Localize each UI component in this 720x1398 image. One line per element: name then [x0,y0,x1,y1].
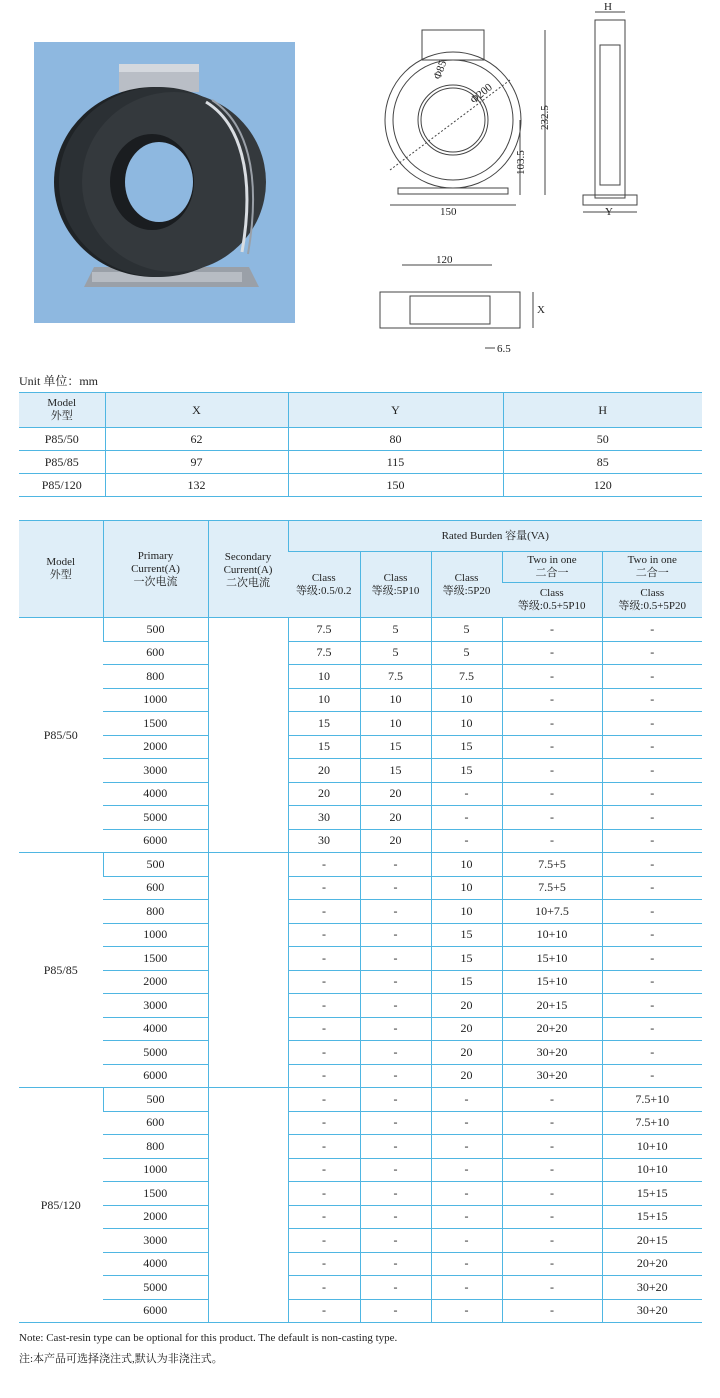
burden-value-cell: - [288,1158,360,1182]
class-word: Class [539,587,564,599]
burden-value-cell: - [602,618,702,642]
dim-y: Y [605,206,613,218]
primary-current-cell: 500 [103,618,208,642]
burden-table [19,520,702,1323]
primary-current-cell: 1000 [103,1158,208,1182]
burden-value-cell: 20 [431,1064,502,1088]
primary-current-cell: 5000 [103,806,208,830]
table-row [19,1017,702,1041]
two-en: Two in one [627,554,677,566]
burden-value-cell: 15+10 [502,947,602,971]
burden-value-cell: 20 [288,782,360,806]
burden-value-cell: 10 [431,876,502,900]
burden-value-cell: - [431,1299,502,1323]
primary-current-cell: 6000 [103,829,208,853]
burden-value-cell: - [602,876,702,900]
primary-current-cell: 1500 [103,947,208,971]
burden-value-cell: - [602,923,702,947]
dim-x: 132 [105,474,288,497]
rated-burden-header: Rated Burden 容量(VA) [288,521,702,552]
burden-value-cell: 30+20 [602,1276,702,1300]
burden-value-cell: - [602,688,702,712]
burden-value-cell: - [288,1135,360,1159]
dim-y: 80 [288,428,503,451]
dim-model-header [19,393,105,428]
dim-model-en: Model [47,397,77,409]
primary-header [103,521,208,618]
burden-value-cell: 7.5+5 [502,876,602,900]
burden-value-cell: 20 [288,759,360,783]
burden-value-cell: 5 [431,618,502,642]
technical-drawings [370,0,720,362]
product-photo [34,42,295,323]
dim-150: 150 [440,206,457,218]
burden-value-cell: 7.5 [431,665,502,689]
dim-col-h: H [503,393,702,428]
burden-value-cell: - [360,994,431,1018]
burden-value-cell: - [288,1041,360,1065]
table-row [19,1158,702,1182]
table-row [19,1135,702,1159]
burden-value-cell: - [288,1299,360,1323]
burden-value-cell: - [502,618,602,642]
burden-value-cell: 10 [431,853,502,877]
primary-current-cell: 5000 [103,1041,208,1065]
burden-value-cell: 30+20 [602,1299,702,1323]
burden-value-cell: 20 [360,829,431,853]
burden-value-cell: - [602,970,702,994]
dim-row [19,474,702,497]
table-row [19,900,702,924]
burden-value-cell: - [360,1041,431,1065]
burden-value-cell: - [502,1299,602,1323]
table-row [19,782,702,806]
dim-d85: Φ85 [431,59,450,82]
burden-value-cell: - [431,1135,502,1159]
burden-value-cell: - [502,1252,602,1276]
burden-value-cell: - [288,923,360,947]
burden-model-cn: 外型 [49,569,72,581]
primary-current-cell: 1000 [103,688,208,712]
class-word: Class [383,571,408,584]
burden-value-cell: 30 [288,806,360,830]
primary-current-cell: 6000 [103,1064,208,1088]
primary-current-cell: 600 [103,641,208,665]
burden-value-cell: - [360,1017,431,1041]
dim-103: 103.5 [515,150,527,175]
dim-h: 120 [503,474,702,497]
burden-value-cell: - [360,1299,431,1323]
burden-value-cell: 7.5 [288,641,360,665]
class1-label: 等级:0.5/0.2 [295,584,352,597]
primary-current-cell: 500 [103,853,208,877]
burden-value-cell: - [502,735,602,759]
burden-value-cell: 7.5 [360,665,431,689]
primary-current-cell: 3000 [103,1229,208,1253]
burden-value-cell: 10+10 [602,1135,702,1159]
burden-value-cell: 20+15 [602,1229,702,1253]
burden-value-cell: - [288,1017,360,1041]
burden-value-cell: - [602,806,702,830]
dim-120: 120 [436,254,453,266]
burden-value-cell: - [502,1182,602,1206]
burden-value-cell: - [360,1182,431,1206]
burden-value-cell: 15+15 [602,1205,702,1229]
burden-value-cell: - [431,1088,502,1112]
burden-value-cell: 10 [431,712,502,736]
burden-value-cell: - [602,900,702,924]
dim-h: 85 [503,451,702,474]
burden-value-cell: 15 [288,712,360,736]
secondary-en2: Current(A) [223,564,273,576]
model-cell: P85/120 [19,1088,103,1323]
table-row [19,1041,702,1065]
primary-current-cell: 4000 [103,1252,208,1276]
burden-value-cell: - [360,853,431,877]
primary-current-cell: 600 [103,1111,208,1135]
burden-value-cell: - [360,947,431,971]
burden-value-cell: 10+10 [502,923,602,947]
dim-y: 115 [288,451,503,474]
table-row [19,712,702,736]
dim-model: P85/50 [19,428,105,451]
burden-value-cell: 30 [288,829,360,853]
dim-col-y: Y [288,393,503,428]
two-cn: 二合一 [535,567,569,579]
burden-value-cell: 10 [288,665,360,689]
burden-value-cell: 10 [360,688,431,712]
burden-value-cell: - [602,947,702,971]
burden-value-cell: - [288,1111,360,1135]
burden-value-cell: - [288,994,360,1018]
class5-label: 等级:0.5+5P20 [618,600,687,612]
burden-value-cell: - [288,876,360,900]
burden-value-cell: 15+10 [502,970,602,994]
burden-value-cell: - [502,665,602,689]
primary-current-cell: 2000 [103,1205,208,1229]
table-row [19,1111,702,1135]
burden-value-cell: - [502,829,602,853]
table-row [19,994,702,1018]
burden-value-cell: - [602,1041,702,1065]
primary-current-cell: 4000 [103,782,208,806]
burden-value-cell: - [288,1064,360,1088]
burden-value-cell: - [602,735,702,759]
burden-value-cell: - [360,1229,431,1253]
primary-en2: Current(A) [131,562,180,575]
table-row [19,947,702,971]
dim-232: 232.5 [539,105,551,130]
burden-value-cell: - [502,782,602,806]
primary-current-cell: 2000 [103,735,208,759]
burden-value-cell: - [360,1158,431,1182]
burden-value-cell: - [502,1229,602,1253]
dim-model-cn: 外型 [50,410,73,422]
burden-value-cell: - [288,970,360,994]
burden-value-cell: - [602,665,702,689]
burden-value-cell: 5 [360,641,431,665]
dim-d200: Φ200 [468,81,495,107]
dim-x: 97 [105,451,288,474]
primary-current-cell: 800 [103,900,208,924]
burden-value-cell: - [360,1135,431,1159]
burden-value-cell: - [360,876,431,900]
burden-value-cell: - [602,782,702,806]
burden-value-cell: - [360,923,431,947]
model-cell: P85/50 [19,618,103,853]
dimension-table [19,392,702,497]
primary-current-cell: 1000 [103,923,208,947]
class1-header [288,552,360,618]
primary-current-cell: 1500 [103,712,208,736]
burden-value-cell: - [431,1111,502,1135]
burden-value-cell: - [288,853,360,877]
burden-body [19,618,702,1323]
table-row [19,1182,702,1206]
burden-value-cell: - [431,1276,502,1300]
primary-current-cell: 800 [103,665,208,689]
burden-value-cell: 20+20 [602,1252,702,1276]
unit-label: Unit 单位：mm [19,374,99,388]
burden-value-cell: - [288,1182,360,1206]
burden-value-cell: 30+20 [502,1064,602,1088]
primary-current-cell: 1500 [103,1182,208,1206]
burden-value-cell: - [602,994,702,1018]
primary-en: Primary [137,549,174,562]
table-row [19,876,702,900]
dim-h: H [604,1,612,13]
burden-value-cell: 15 [360,759,431,783]
burden-value-cell: - [360,1205,431,1229]
table-row [19,1064,702,1088]
dim-model: P85/85 [19,451,105,474]
burden-value-cell: - [502,1158,602,1182]
burden-value-cell: 10 [288,688,360,712]
burden-value-cell: - [360,1276,431,1300]
burden-value-cell: - [502,806,602,830]
table-row [19,665,702,689]
two-in-one-header [602,552,702,583]
burden-value-cell: - [602,1017,702,1041]
burden-value-cell: - [288,1205,360,1229]
burden-value-cell: 10+7.5 [502,900,602,924]
burden-value-cell: - [602,829,702,853]
burden-value-cell: - [431,1158,502,1182]
table-row [19,688,702,712]
burden-value-cell: - [288,1229,360,1253]
class5-header [602,583,702,618]
dim-h: 50 [503,428,702,451]
dim-6: 6.5 [497,343,511,355]
class2-header [360,552,431,618]
burden-value-cell: - [360,1111,431,1135]
burden-value-cell: - [360,900,431,924]
burden-value-cell: - [431,806,502,830]
class4-header [502,583,602,618]
burden-value-cell: 7.5 [288,618,360,642]
dim-row [19,451,702,474]
primary-current-cell: 800 [103,1135,208,1159]
burden-value-cell: 20 [360,782,431,806]
burden-value-cell: 15 [360,735,431,759]
table-row [19,829,702,853]
dim-y: 150 [288,474,503,497]
burden-value-cell: 5 [431,641,502,665]
table-row [19,1205,702,1229]
table-row [19,618,702,642]
burden-model-en: Model [46,556,76,568]
table-row [19,759,702,783]
burden-value-cell: - [431,1182,502,1206]
burden-value-cell: 15 [431,735,502,759]
class3-label: 等级:5P20 [442,584,491,597]
burden-value-cell: - [288,947,360,971]
burden-value-cell: - [502,1276,602,1300]
burden-value-cell: - [431,1229,502,1253]
primary-current-cell: 500 [103,1088,208,1112]
two-in-one-header [502,552,602,583]
burden-value-cell: - [502,688,602,712]
class-word: Class [454,571,479,584]
table-row [19,853,702,877]
burden-value-cell: 15 [431,970,502,994]
burden-value-cell: - [602,641,702,665]
burden-value-cell: 20 [360,806,431,830]
burden-value-cell: 20 [431,1041,502,1065]
table-row [19,970,702,994]
primary-current-cell: 6000 [103,1299,208,1323]
secondary-current-cell [208,618,288,853]
burden-value-cell: 10 [431,900,502,924]
burden-value-cell: 5 [360,618,431,642]
burden-model-header [19,521,103,618]
burden-value-cell: 20+15 [502,994,602,1018]
class3-header [431,552,502,618]
burden-value-cell: - [288,1252,360,1276]
burden-value-cell: 10 [360,712,431,736]
table-row [19,806,702,830]
class-word: Class [311,571,336,584]
burden-value-cell: - [288,900,360,924]
burden-value-cell: 10 [431,688,502,712]
primary-current-cell: 5000 [103,1276,208,1300]
burden-value-cell: - [502,1205,602,1229]
note-cn: 注:本产品可选择浇注式,默认为非浇注式。 [19,1353,223,1365]
model-cell: P85/85 [19,853,103,1088]
dim-model: P85/120 [19,474,105,497]
burden-value-cell: - [431,782,502,806]
burden-value-cell: 15 [288,735,360,759]
table-row [19,1276,702,1300]
dim-col-x: X [105,393,288,428]
burden-value-cell: 20 [431,994,502,1018]
burden-value-cell: - [360,1064,431,1088]
burden-value-cell: 15 [431,947,502,971]
burden-value-cell: 15 [431,759,502,783]
dim-x: X [537,304,545,316]
primary-current-cell: 4000 [103,1017,208,1041]
secondary-header [208,521,288,618]
two-cn: 二合一 [635,567,669,579]
burden-value-cell: - [602,759,702,783]
burden-value-cell: - [360,1252,431,1276]
burden-value-cell: - [288,1276,360,1300]
primary-current-cell: 3000 [103,994,208,1018]
burden-value-cell: - [360,970,431,994]
table-row [19,1229,702,1253]
burden-value-cell: - [502,712,602,736]
table-row [19,735,702,759]
secondary-current-cell [208,853,288,1088]
class4-label: 等级:0.5+5P10 [517,600,586,612]
burden-value-cell: - [602,712,702,736]
burden-value-cell: - [502,1111,602,1135]
burden-value-cell: - [502,1135,602,1159]
burden-value-cell: - [502,1088,602,1112]
burden-value-cell: 15+15 [602,1182,702,1206]
secondary-en: Secondary [224,551,272,563]
two-en: Two in one [527,554,577,566]
note-en: Note: Cast-resin type can be optional for this product. The default is non-casting type. [19,1332,398,1344]
table-row [19,1252,702,1276]
burden-value-cell: - [431,829,502,853]
burden-value-cell: - [602,1064,702,1088]
burden-value-cell: - [431,1252,502,1276]
primary-current-cell: 600 [103,876,208,900]
table-row [19,641,702,665]
table-row [19,923,702,947]
class-word: Class [640,587,665,599]
dim-x: 62 [105,428,288,451]
table-row [19,1299,702,1323]
burden-value-cell: 7.5+10 [602,1088,702,1112]
secondary-cn: 二次电流 [226,577,270,589]
burden-value-cell: - [360,1088,431,1112]
table-row [19,1088,702,1112]
primary-cn: 一次电流 [133,575,178,588]
burden-value-cell: 10+10 [602,1158,702,1182]
burden-value-cell: 7.5+10 [602,1111,702,1135]
burden-value-cell: 20+20 [502,1017,602,1041]
primary-current-cell: 3000 [103,759,208,783]
burden-value-cell: 20 [431,1017,502,1041]
dim-row [19,428,702,451]
secondary-current-cell [208,1088,288,1323]
burden-value-cell: 7.5+5 [502,853,602,877]
burden-value-cell: 15 [431,923,502,947]
primary-current-cell: 2000 [103,970,208,994]
burden-value-cell: - [502,641,602,665]
burden-value-cell: - [431,1205,502,1229]
burden-value-cell: - [288,1088,360,1112]
burden-value-cell: - [502,759,602,783]
burden-value-cell: 30+20 [502,1041,602,1065]
burden-value-cell: - [602,853,702,877]
class2-label: 等级:5P10 [371,584,420,597]
